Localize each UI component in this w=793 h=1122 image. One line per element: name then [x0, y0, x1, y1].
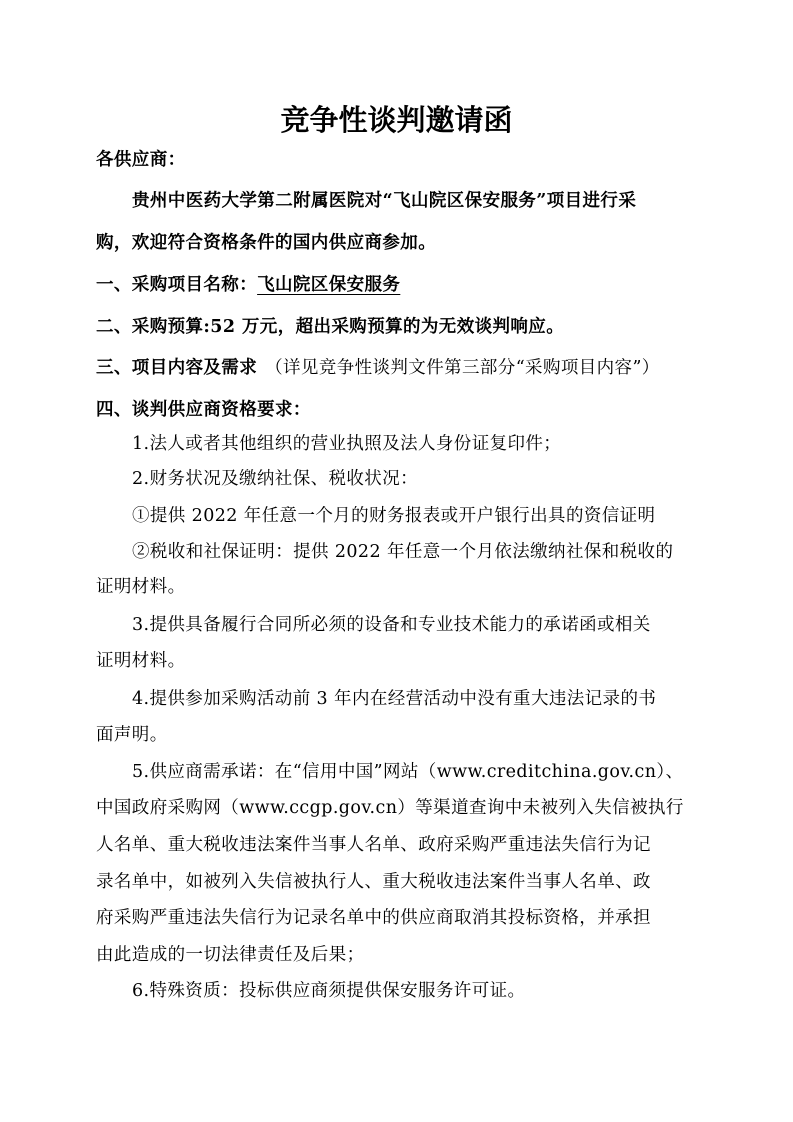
requirement-2: 2.财务状况及缴纳社保、税收状况：: [132, 469, 418, 489]
requirement-4-line-2: 面声明。: [96, 725, 168, 745]
section-1: [96, 272, 400, 298]
requirement-3-line-1: 3.提供具备履行合同所必须的设备和专业技术能力的承诺函或相关: [132, 615, 651, 635]
requirement-2b-line-2: 证明材料。: [96, 577, 186, 597]
salutation: 各供应商：: [96, 150, 186, 170]
intro-line-2: 购，欢迎符合资格条件的国内供应商参加。: [96, 233, 437, 253]
section-3-note: （详见竞争性谈判文件第三部分“采购项目内容”）: [265, 358, 660, 378]
section-3: [96, 355, 660, 381]
requirement-2a: ①提供 2022 年任意一个月的财务报表或开户银行出具的资信证明: [132, 506, 656, 526]
requirement-5-line-1: 5.供应商需承诺：在“信用中国”网站（www.creditchina.gov.cn）、: [132, 762, 684, 782]
section-4-heading: 四、谈判供应商资格要求：: [96, 400, 311, 420]
requirement-6: 6.特殊资质：投标供应商须提供保安服务许可证。: [132, 981, 526, 1001]
intro-line-1: 贵州中医药大学第二附属医院对“飞山院区保安服务”项目进行采: [132, 191, 637, 211]
section-1-label: 一、采购项目名称：: [96, 275, 258, 295]
requirement-5-line-3: 人名单、重大税收违法案件当事人名单、政府采购严重违法失信行为记: [96, 835, 651, 855]
document-title: 竞争性谈判邀请函: [280, 103, 513, 137]
requirement-5-line-4: 录名单中，如被列入失信被执行人、重大税收违法案件当事人名单、政: [96, 872, 651, 892]
requirement-5-line-2: 中国政府采购网（www.ccgp.gov.cn）等渠道查询中未被列入失信被执行: [96, 798, 684, 818]
requirement-2b-line-1: ②税收和社保证明：提供 2022 年任意一个月依法缴纳社保和税收的: [132, 542, 674, 562]
requirement-5-line-6: 由此造成的一切法律责任及后果；: [96, 945, 365, 965]
project-name: 飞山院区保安服务: [257, 275, 401, 295]
section-2-budget: 二、采购预算:52 万元，超出采购预算的为无效谈判响应。: [96, 317, 565, 337]
section-3-label: 三、项目内容及需求: [96, 358, 258, 378]
requirement-3-line-2: 证明材料。: [96, 651, 186, 671]
requirement-4-line-1: 4.提供参加采购活动前 3 年内在经营活动中没有重大违法记录的书: [132, 689, 657, 709]
requirement-5-line-5: 府采购严重违法失信行为记录名单中的供应商取消其投标资格，并承担: [96, 908, 651, 928]
requirement-1: 1.法人或者其他组织的营业执照及法人身份证复印件；: [132, 434, 562, 454]
